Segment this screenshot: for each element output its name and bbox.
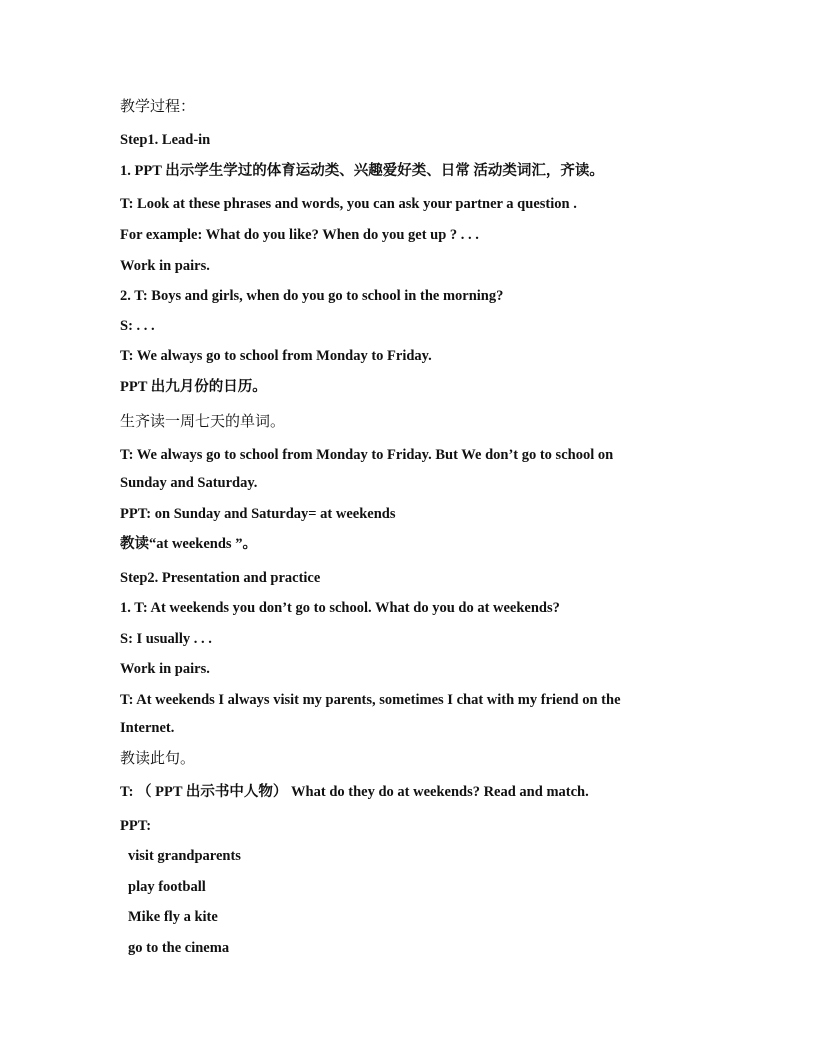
text-line: Internet. (120, 720, 175, 736)
text-line: S: . . . (120, 318, 155, 334)
text-line: 1. T: At weekends you don’t go to school. What do you do at weekends? (120, 600, 560, 616)
text-line: 生齐读一周七天的单词。 (120, 412, 286, 430)
step2-heading: Step2. Presentation and practice (120, 570, 321, 586)
text-line: S: I usually . . . (120, 631, 212, 647)
text-line: T: We always go to school from Monday to Friday. But We don’t go to school on (120, 447, 614, 463)
list-item: visit grandparents (128, 848, 241, 864)
text-line: Work in pairs. (120, 258, 210, 274)
text-line: 1. PPT 出示学生学过的体育运动类、兴趣爱好类、日常 活动类词汇，齐读。 (120, 163, 604, 179)
text-line: For example: What do you like? When do you get up ? . . . (120, 227, 479, 243)
text-line: 教读此句。 (120, 749, 196, 767)
text-line: 2. T: Boys and girls, when do you go to school in the morning? (120, 288, 504, 304)
text-line: PPT: on Sunday and Saturday= at weekends (120, 506, 396, 522)
text-line: Work in pairs. (120, 661, 210, 677)
list-item: Mike fly a kite (128, 909, 218, 925)
heading-teaching-process: 教学过程： (120, 97, 196, 115)
text-line: T: We always go to school from Monday to Friday. (120, 348, 432, 364)
step1-heading: Step1. Lead-in (120, 132, 211, 148)
text-line: Sunday and Saturday. (120, 475, 258, 491)
text-line: T: Look at these phrases and words, you can ask your partner a question . (120, 196, 577, 212)
text-line: PPT 出九月份的日历。 (120, 379, 267, 395)
list-item: go to the cinema (128, 940, 230, 956)
list-item: play football (128, 879, 206, 895)
text-line: PPT: (120, 818, 152, 834)
text-line: T: （ PPT 出示书中人物） What do they do at weekends? Read and match. (120, 784, 589, 800)
text-line: T: At weekends I always visit my parents, sometimes I chat with my friend on the (120, 692, 621, 708)
text-line: 教读“at weekends ”。 (120, 536, 257, 552)
